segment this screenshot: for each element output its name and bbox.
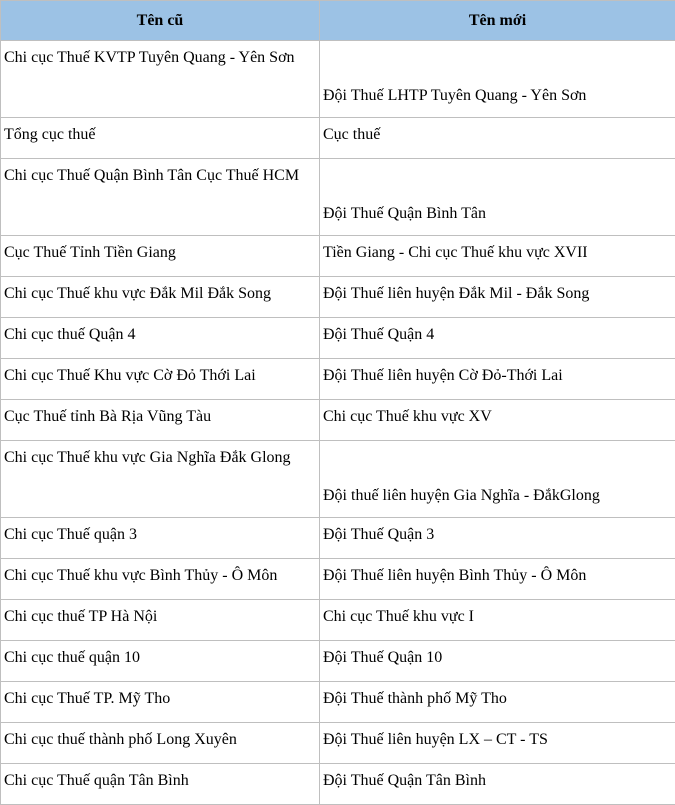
new-name-cell: Đội Thuế liên huyện Cờ Đỏ-Thới Lai bbox=[320, 359, 675, 400]
new-name-cell: Đội Thuế Quận Bình Tân bbox=[320, 159, 675, 236]
table-row bbox=[1, 441, 675, 518]
new-name-cell: Đội Thuế thành phố Mỹ Tho bbox=[320, 682, 675, 723]
table-row bbox=[1, 641, 675, 682]
new-name-cell: Đội Thuế Quận 4 bbox=[320, 318, 675, 359]
table-row bbox=[1, 41, 675, 118]
old-name-cell: Cục Thuế Tỉnh Tiền Giang bbox=[1, 236, 320, 277]
table-row bbox=[1, 723, 675, 764]
new-name-cell: Đội Thuế Quận 10 bbox=[320, 641, 675, 682]
table-row bbox=[1, 682, 675, 723]
old-name-cell: Chi cục Thuế khu vực Gia Nghĩa Đắk Glong bbox=[1, 441, 320, 518]
table-row bbox=[1, 764, 675, 805]
table-row bbox=[1, 518, 675, 559]
table-row bbox=[1, 159, 675, 236]
new-name-cell: Đội Thuế liên huyện Đắk Mil - Đắk Song bbox=[320, 277, 675, 318]
new-name-cell: Tiền Giang - Chi cục Thuế khu vực XVII bbox=[320, 236, 675, 277]
table-row bbox=[1, 277, 675, 318]
table-row bbox=[1, 600, 675, 641]
header-new-name: Tên mới bbox=[320, 1, 675, 41]
old-name-cell: Chi cục Thuế quận Tân Bình bbox=[1, 764, 320, 805]
old-name-cell: Chi cục thuế thành phố Long Xuyên bbox=[1, 723, 320, 764]
header-old-name: Tên cũ bbox=[1, 1, 320, 41]
table-row bbox=[1, 559, 675, 600]
old-name-cell: Chi cục thuế TP Hà Nội bbox=[1, 600, 320, 641]
new-name-cell: Đội Thuế Quận 3 bbox=[320, 518, 675, 559]
new-name-cell: Đội thuế liên huyện Gia Nghĩa - ĐắkGlong bbox=[320, 441, 675, 518]
new-name-cell: Chi cục Thuế khu vực I bbox=[320, 600, 675, 641]
old-name-cell: Chi cục Thuế TP. Mỹ Tho bbox=[1, 682, 320, 723]
old-name-cell: Chi cục Thuế khu vực Đắk Mil Đắk Song bbox=[1, 277, 320, 318]
new-name-cell: Đội Thuế liên huyện LX – CT - TS bbox=[320, 723, 675, 764]
table-header-row bbox=[1, 1, 675, 41]
old-name-cell: Chi cục Thuế Quận Bình Tân Cục Thuế HCM bbox=[1, 159, 320, 236]
table-row bbox=[1, 359, 675, 400]
table-row bbox=[1, 236, 675, 277]
new-name-cell: Đội Thuế LHTP Tuyên Quang - Yên Sơn bbox=[320, 41, 675, 118]
new-name-cell: Đội Thuế liên huyện Bình Thủy - Ô Môn bbox=[320, 559, 675, 600]
table-row bbox=[1, 400, 675, 441]
new-name-cell: Cục thuế bbox=[320, 118, 675, 159]
table-row bbox=[1, 318, 675, 359]
table-row bbox=[1, 118, 675, 159]
old-name-cell: Chi cục Thuế khu vực Bình Thủy - Ô Môn bbox=[1, 559, 320, 600]
new-name-cell: Đội Thuế Quận Tân Bình bbox=[320, 764, 675, 805]
old-name-cell: Chi cục Thuế KVTP Tuyên Quang - Yên Sơn bbox=[1, 41, 320, 118]
old-name-cell: Tổng cục thuế bbox=[1, 118, 320, 159]
old-name-cell: Cục Thuế tỉnh Bà Rịa Vũng Tàu bbox=[1, 400, 320, 441]
old-name-cell: Chi cục thuế quận 10 bbox=[1, 641, 320, 682]
new-name-cell: Chi cục Thuế khu vực XV bbox=[320, 400, 675, 441]
old-name-cell: Chi cục thuế Quận 4 bbox=[1, 318, 320, 359]
old-name-cell: Chi cục Thuế quận 3 bbox=[1, 518, 320, 559]
old-name-cell: Chi cục Thuế Khu vực Cờ Đỏ Thới Lai bbox=[1, 359, 320, 400]
